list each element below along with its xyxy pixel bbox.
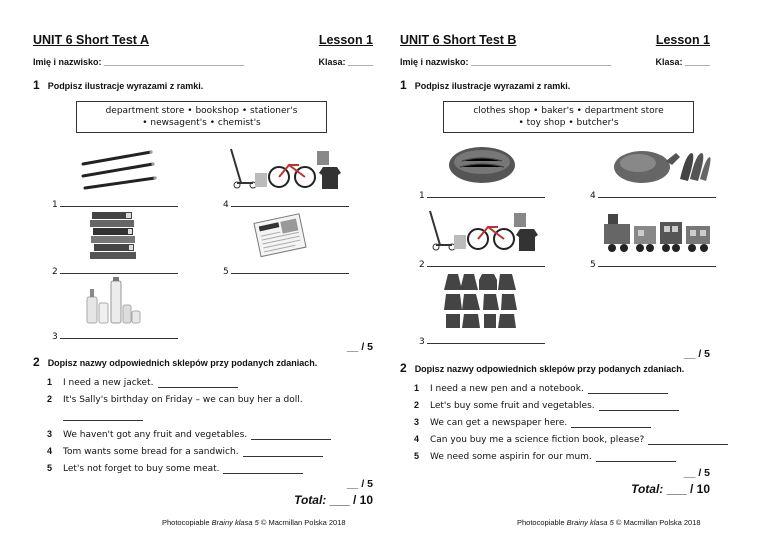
test-b-title: UNIT 6 Short Test B: [400, 33, 517, 47]
test-b-header: [400, 33, 740, 49]
sentence-2: [47, 394, 303, 405]
sentence-1-answer-line[interactable]: [588, 384, 668, 394]
question-2-heading: [400, 361, 684, 375]
footer-prefix: Photocopiable: [517, 518, 565, 527]
total-value: ___ / 10: [329, 493, 373, 507]
answer-1-line[interactable]: [427, 188, 545, 198]
test-a-sheet: [33, 0, 373, 543]
question-2-score: __ / 5: [346, 478, 373, 490]
sentence-4-answer-line[interactable]: [243, 447, 323, 457]
sentence-5-text: Let's not forget to buy some meat.: [63, 464, 220, 474]
answer-3: [52, 329, 178, 342]
answer-1: [419, 188, 545, 201]
sentence-5: [414, 451, 676, 462]
total-label: Total:: [294, 493, 327, 507]
answer-4-line[interactable]: [598, 188, 716, 198]
sentence-1-number: 1: [47, 377, 53, 387]
answer-3-number: 3: [52, 332, 58, 342]
answer-3: [419, 334, 545, 347]
footer-copyright: © Macmillan Polska 2018: [615, 518, 701, 527]
answer-5: [223, 264, 349, 277]
total-label: Total:: [631, 482, 664, 496]
sentence-2-answer-line[interactable]: [599, 401, 679, 411]
department-store-illustration: [227, 143, 351, 193]
sentence-4: [47, 446, 323, 457]
word-box-line-1: department store • bookshop • stationer's: [105, 106, 298, 116]
sentence-5-number: 5: [414, 451, 420, 461]
total-value: ___ / 10: [666, 482, 710, 496]
sentence-5-number: 5: [47, 463, 53, 473]
answer-2-number: 2: [419, 260, 425, 270]
word-box: [76, 101, 327, 133]
sentence-1: [47, 377, 238, 388]
answer-2-line[interactable]: [427, 257, 545, 267]
sentence-2-answer-line[interactable]: [63, 411, 143, 421]
footer-copyright: © Macmillan Polska 2018: [260, 518, 346, 527]
sentence-3-answer-line[interactable]: [251, 430, 331, 440]
sentence-5-answer-line[interactable]: [596, 452, 676, 462]
answer-4-number: 4: [223, 200, 229, 210]
clothes-illustration: [444, 272, 520, 330]
sentence-2-number: 2: [414, 400, 420, 410]
sentence-3-answer-line[interactable]: [571, 418, 651, 428]
test-a-lesson: Lesson 1: [318, 33, 373, 47]
answer-5-number: 5: [590, 260, 596, 270]
question-2-text: Dopisz nazwy odpowiednich sklepów przy podanych zdaniach.: [47, 358, 318, 368]
word-box-line-1: clothes shop • baker's • department store: [473, 106, 664, 116]
sentence-2-text: It's Sally's birthday on Friday – we can buy her a doll.: [63, 395, 303, 405]
answer-1-line[interactable]: [60, 197, 178, 207]
sentence-4: [414, 434, 728, 445]
sentence-4-answer-line[interactable]: [648, 435, 728, 445]
answer-2-line[interactable]: [60, 264, 178, 274]
answer-3-line[interactable]: [60, 329, 178, 339]
newspaper-illustration: [253, 210, 309, 260]
sentence-3-text: We haven't got any fruit and vegetables.: [63, 430, 248, 440]
footer: [517, 518, 701, 527]
question-1-number: 1: [33, 78, 40, 92]
name-label: Imię i nazwisko: ____________________________: [33, 57, 245, 67]
question-2-number: 2: [400, 361, 407, 375]
test-a-title: UNIT 6 Short Test A: [33, 33, 149, 47]
answer-1-number: 1: [419, 191, 425, 201]
question-1-score: __ / 5: [346, 341, 373, 353]
sentence-1: [414, 383, 668, 394]
answer-5-line[interactable]: [598, 257, 716, 267]
sentence-3-text: We can get a newspaper here.: [430, 418, 568, 428]
class-label: Klasa: _____: [318, 57, 373, 67]
sentence-4-number: 4: [47, 446, 53, 456]
department-store-illustration: [426, 205, 546, 255]
question-1-heading: [400, 78, 570, 92]
answer-5: [590, 257, 716, 270]
name-label: Imię i nazwisko: ____________________________: [400, 57, 612, 67]
cosmetics-illustration: [83, 275, 143, 325]
answer-5-line[interactable]: [231, 264, 349, 274]
sentence-3: [414, 417, 651, 428]
question-1-heading: [33, 78, 203, 92]
question-2-text: Dopisz nazwy odpowiednich sklepów przy podanych zdaniach.: [414, 364, 685, 374]
sentence-3-number: 3: [414, 417, 420, 427]
test-a-header: [33, 33, 373, 49]
answer-3-line[interactable]: [427, 334, 545, 344]
class-label: Klasa: _____: [655, 57, 710, 67]
sentence-2-number: 2: [47, 394, 53, 404]
sentence-5-answer-line[interactable]: [223, 464, 303, 474]
pens-illustration: [77, 146, 157, 194]
total-score: [294, 493, 373, 507]
sentence-2: [414, 400, 679, 411]
word-box-line-2: • toy shop • butcher's: [518, 118, 619, 128]
sentence-1-text: I need a new jacket.: [63, 378, 154, 388]
sentence-2-text: Let's buy some fruit and vegetables.: [430, 401, 595, 411]
test-b-lesson: Lesson 1: [655, 33, 710, 47]
test-b-sheet: [400, 0, 740, 543]
books-illustration: [88, 210, 140, 260]
question-1-text: Podpisz ilustracje wyrazami z ramki.: [47, 81, 204, 91]
answer-1-number: 1: [52, 200, 58, 210]
sentence-1-number: 1: [414, 383, 420, 393]
word-box: [443, 101, 694, 133]
toy-train-illustration: [602, 208, 714, 256]
footer-prefix: Photocopiable: [162, 518, 210, 527]
sentence-4-text: Can you buy me a science fiction book, please?: [430, 435, 645, 445]
answer-4-number: 4: [590, 191, 596, 201]
answer-2-number: 2: [52, 267, 58, 277]
answer-5-number: 5: [223, 267, 229, 277]
answer-4: [590, 188, 716, 201]
sentence-2-continuation: [47, 411, 143, 421]
question-1-text: Podpisz ilustracje wyrazami z ramki.: [414, 81, 571, 91]
footer-book: Brainy klasa 5: [211, 518, 259, 527]
word-box-line-2: • newsagent's • chemist's: [142, 118, 261, 128]
question-1-score: __ / 5: [683, 348, 710, 360]
question-2-heading: [33, 355, 317, 369]
sentence-1-text: I need a new pen and a notebook.: [430, 384, 584, 394]
sentence-4-text: Tom wants some bread for a sandwich.: [63, 447, 239, 457]
sentence-4-number: 4: [414, 434, 420, 444]
answer-3-number: 3: [419, 337, 425, 347]
question-2-score: __ / 5: [683, 467, 710, 479]
total-score: [631, 482, 710, 496]
answer-2: [419, 257, 545, 270]
question-1-number: 1: [400, 78, 407, 92]
footer: [162, 518, 346, 527]
meat-illustration: [610, 143, 712, 187]
footer-book: Brainy klasa 5: [566, 518, 614, 527]
answer-4-line[interactable]: [231, 197, 349, 207]
sentence-5: [47, 463, 303, 474]
question-2-number: 2: [33, 355, 40, 369]
sentence-3: [47, 429, 331, 440]
answer-1: [52, 197, 178, 210]
sentence-5-text: We need some aspirin for our mum.: [430, 452, 592, 462]
answer-4: [223, 197, 349, 210]
bread-illustration: [446, 143, 518, 187]
sentence-1-answer-line[interactable]: [158, 378, 238, 388]
sentence-3-number: 3: [47, 429, 53, 439]
